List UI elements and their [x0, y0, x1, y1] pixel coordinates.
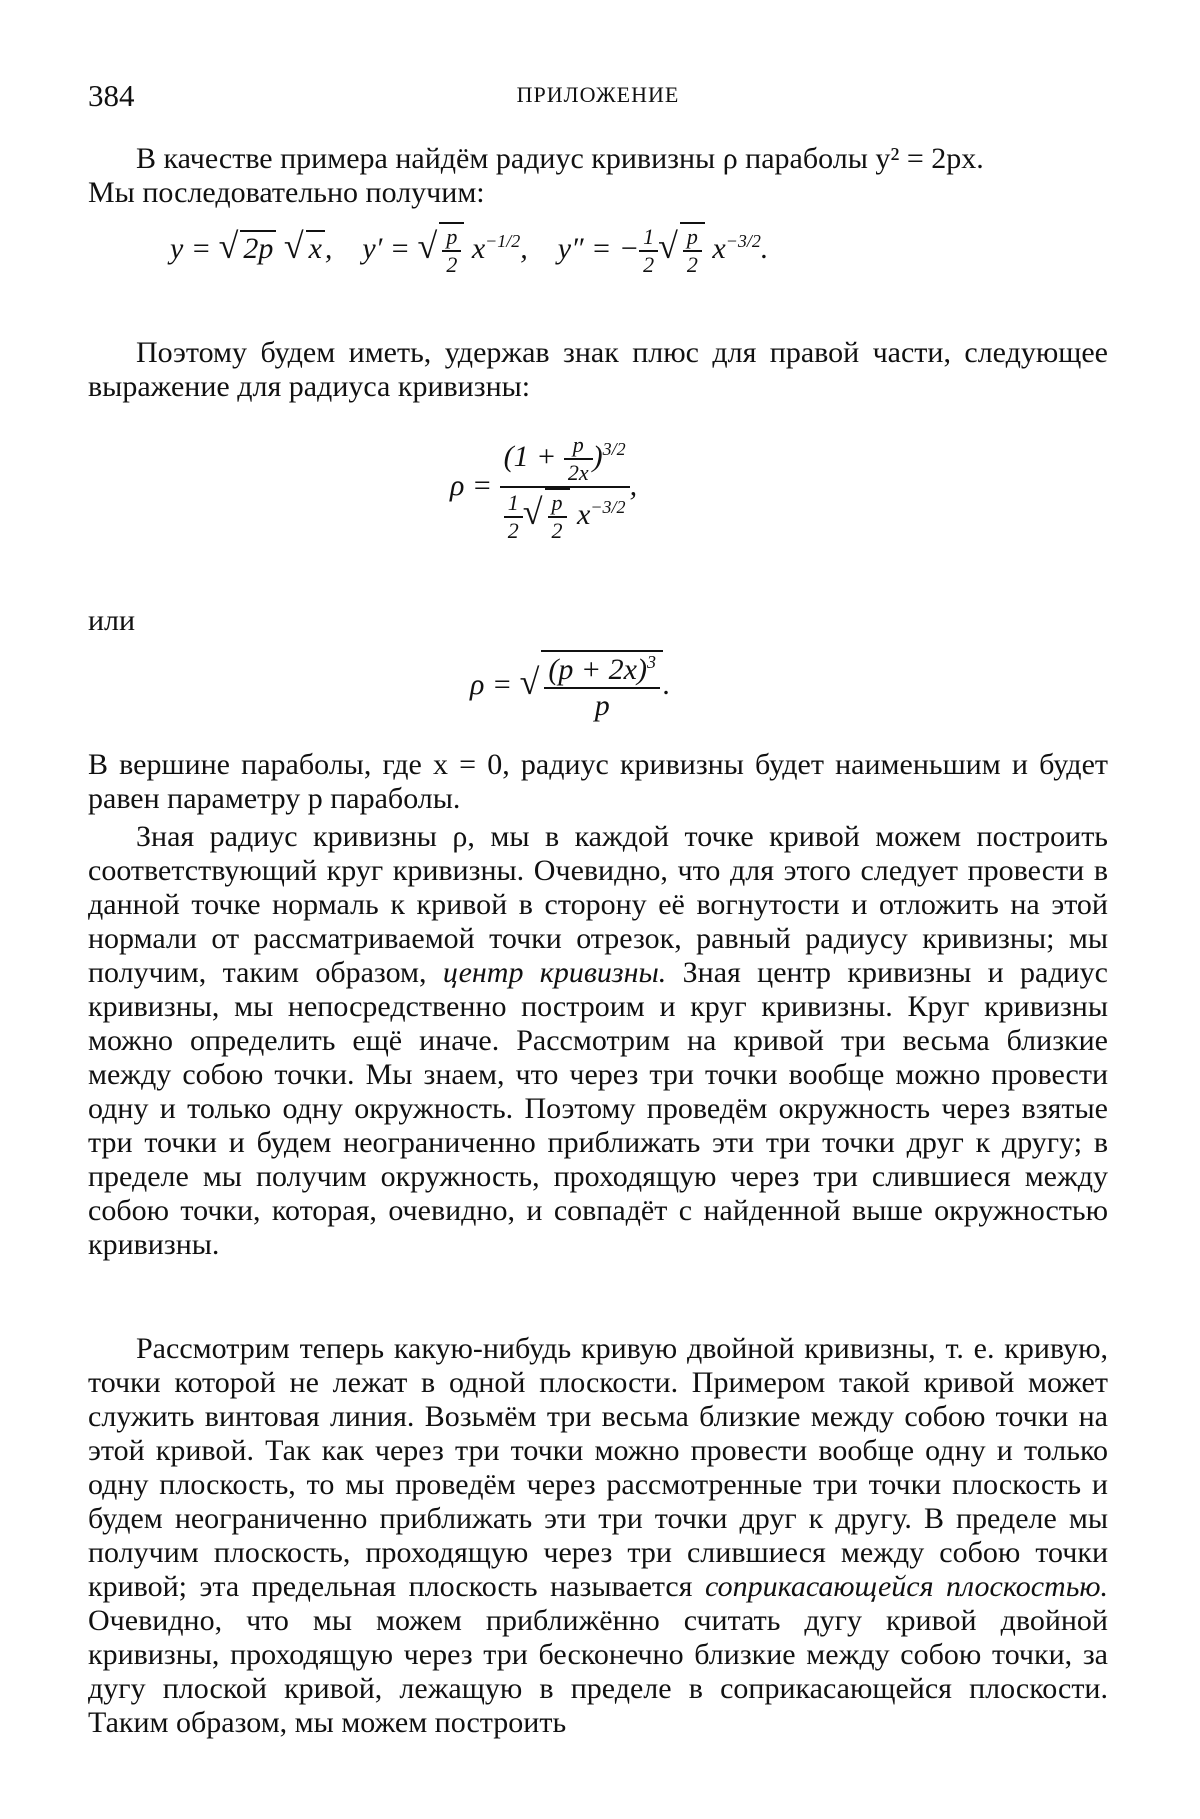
or-label: или	[88, 604, 136, 637]
circle-text-1: Зная радиус кривизны ρ, мы в каждой точке кривой можем построить соответствующий круг кривизны. Очевидно, что для этого следует провести в данной точке нормаль к кривой в сторону её вогнутости и отложить на этой нормали от рассматриваемой точки отрезок, равный радиусу кривизны; мы получим, таким образом,	[88, 820, 1108, 989]
term-osculating-plane: соприкасающейся плоскостью.	[705, 1570, 1108, 1603]
page-number: 384	[88, 78, 135, 113]
page-header	[88, 78, 1108, 118]
running-title: ПРИЛОЖЕНИЕ	[516, 82, 680, 107]
paragraph-curve	[88, 1332, 1108, 1740]
formula-radius-simplified: ρ = √ $\frac{(p + 2x)^3}{p}$ .	[470, 652, 671, 722]
intro-line-2: Мы последовательно получим:	[88, 176, 485, 209]
intro-line-1: В качестве примера найдём радиус кривизны ρ параболы y² = 2px.	[136, 142, 984, 175]
circle-text-2: Зная центр кривизны и радиус кривизны, мы непосредственно построим и круг кривизны. Круг кривизны можно определить ещё иначе. Рассмотрим на кривой три весьма близкие между собою точки. Мы знаем, что через три точки вообще можно провести одну и только одну окружность. Поэтому проведём окружность через взятые три точки и будем неограниченно приближать эти три точки друг к другу; в пределе мы получим окружность, проходящую через три слившиеся между собою точки, которая, очевидно, и совпадёт с найденной выше окружностью кривизны.	[88, 956, 1108, 1261]
paragraph-therefore: Поэтому будем иметь, удержав знак плюс для правой части, следующее выражение для радиуса кривизны:	[88, 336, 1108, 403]
formula-radius-general: ρ = (1 + $\frac{p}{2x}$ )$^{3/2}$ $\frac{1}{2}$ √ $\frac{p}{2}$ $x^{-3/2}$ ,	[450, 432, 638, 543]
paragraph-circle	[88, 820, 1108, 1262]
curve-text-2: Очевидно, что мы можем приближённо считать дугу кривой двойной кривизны, проходящую через три бесконечно близкие между собою точки, за дугу плоской кривой, лежащую в пределе в соприкасающейся плоскости. Таким образом, мы можем построить	[88, 1604, 1108, 1739]
intro-paragraph	[88, 142, 1108, 210]
formula-derivatives: y = √ 2p √ x , y′ = √ $\frac{p}{2}$ $x^{-1/2}$, y″ = − $\frac{1}{2}$ √ $\frac{p}{2}$ $x^{-3/2}$.	[170, 224, 769, 277]
term-center-of-curvature: центр кривизны.	[442, 956, 667, 989]
paragraph-vertex: В вершине параболы, где x = 0, радиус кривизны будет наименьшим и будет равен параметру p параболы.	[88, 748, 1108, 815]
curve-text-1: Рассмотрим теперь какую-нибудь кривую двойной кривизны, т. е. кривую, точки которой не лежат в одной плоскости. Примером такой кривой может служить винтовая линия. Возьмём три весьма близкие между собою точки на этой кривой. Так как через три точки можно провести вообще одну и только одну плоскость, то мы проведём через рассмотренные три точки плоскость и будем неограниченно приближать эти три точки друг к другу. В пределе мы получим плоскость, проходящую через три слившиеся между собою точки кривой; эта предельная плоскость называется	[88, 1332, 1108, 1603]
